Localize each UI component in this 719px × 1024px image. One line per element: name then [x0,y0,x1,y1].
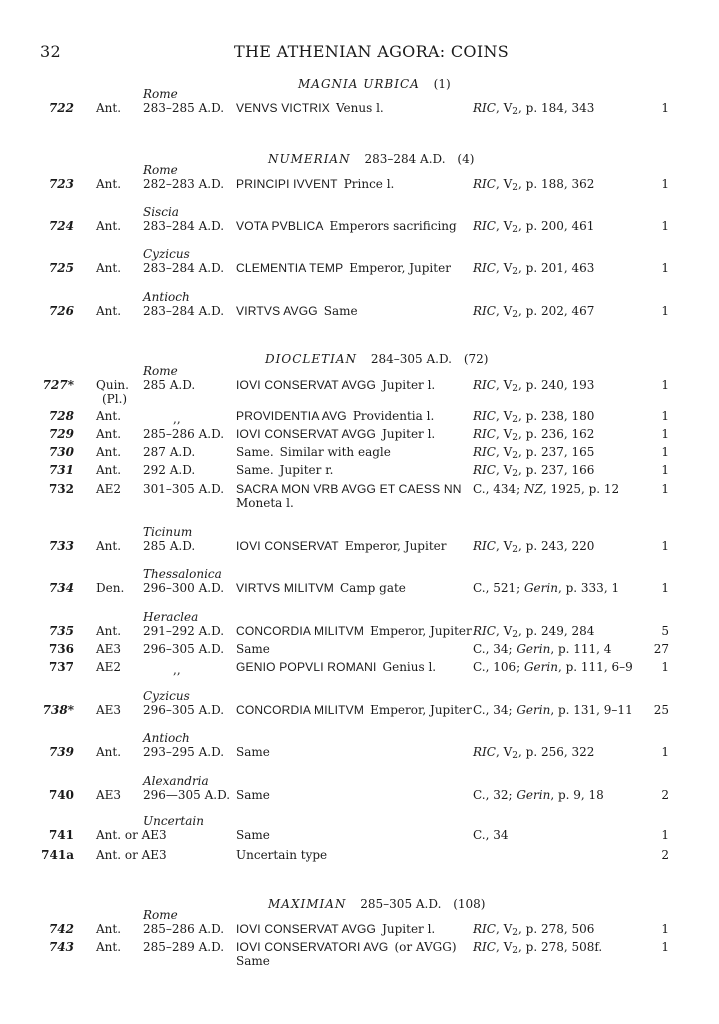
catalogue-number: 722 [48,101,74,115]
reverse-legend: IOVI CONSERVAT AVGG [236,378,377,392]
denomination: AE2 [96,482,122,496]
section-title [298,78,451,91]
specimen-count: 1 [661,539,669,553]
type-description: Jupiter l. [382,378,436,392]
specimen-count: 1 [661,660,669,674]
type-description: Providentia l. [352,409,435,423]
coin-type [236,305,358,318]
specimen-count: 2 [661,788,669,802]
coin-type [236,220,457,233]
reverse-legend: Same [236,828,270,842]
ruler-count: (72) [463,352,489,366]
reference: C., 434; NZ, 1925, p. 12 [473,482,620,496]
reference: RIC, $V_2$, p. 202, 467 [473,304,595,320]
date-range: 301–305 A.D. [143,482,225,496]
specimen-count: 1 [661,177,669,191]
denomination: Ant. [96,304,122,318]
catalogue-number: 723 [48,177,74,191]
coin-type [236,643,270,656]
coin-type [236,582,406,595]
mint-name: Rome [143,908,178,922]
mint-name: Rome [143,163,178,177]
coin-type [236,829,270,842]
specimen-count: 1 [661,427,669,441]
reference: C., 34; Gerin, p. 131, 9–11 [473,703,633,717]
type-description: Same [323,304,358,318]
catalogue-number: 730 [48,445,74,459]
reference: C., 521; Gerin, p. 333, 1 [473,581,620,595]
type-description: Jupiter l. [382,427,436,441]
page-title: THE ATHENIAN AGORA: COINS [234,42,510,61]
catalogue-number: 741a [41,848,74,862]
reverse-legend: Same [236,788,270,802]
reverse-legend: SACRA MON VRB AVGG ET CAESS NN [236,482,462,496]
specimen-count: 1 [661,409,669,423]
catalogue-number: 736 [48,642,74,656]
coin-type [236,923,435,936]
reverse-legend: Same [236,745,270,759]
catalogue-number: 724 [48,219,74,233]
reverse-legend: CONCORDIA MILITVM [236,624,365,638]
denomination: Ant. [96,922,122,936]
reference: RIC, $V_2$, p. 238, 180 [473,409,595,425]
reverse-legend: IOVI CONSERVATORI AVG [236,940,389,954]
date-range: 293–295 A.D. [143,745,225,759]
date-range: 283–285 A.D. [143,101,225,115]
catalogue-number: 740 [48,788,74,802]
catalogue-number: 726 [48,304,74,318]
date-range: 283–284 A.D. [143,261,225,275]
date-range: 291–292 A.D. [143,624,225,638]
type-description: Jupiter r. [279,463,334,477]
date-range: ,, [173,663,181,677]
reference: C., 106; Gerin, p. 111, 6–9 [473,660,633,674]
reference: C., 32; Gerin, p. 9, 18 [473,788,604,802]
coin-type [236,789,270,802]
denomination: Ant. [96,409,122,423]
mint-name: Cyzicus [143,689,190,703]
coin-type [236,941,457,954]
date-range: 282–283 A.D. [143,177,225,191]
coin-type [236,178,394,191]
specimen-count: 1 [661,940,669,954]
coin-type [236,746,270,759]
coin-type [236,464,333,477]
denomination: AE2 [96,660,122,674]
reverse-legend: IOVI CONSERVAT AVGG [236,427,377,441]
reverse-legend: VIRTVS MILITVM [236,581,334,595]
catalogue-number: 731 [48,463,74,477]
coin-type [236,102,384,115]
section-title [268,153,474,166]
mint-name: Thessalonica [143,567,222,581]
type-description: Emperor, Jupiter [370,703,472,717]
catalogue-number: 727* [42,378,74,392]
reference: RIC, $V_2$, p. 188, 362 [473,177,595,193]
denomination: Ant. [96,445,122,459]
denomination-note: (Pl.) [102,392,128,406]
type-description: Jupiter l. [382,922,436,936]
coin-type [236,661,436,674]
date-range: 296–305 A.D. [143,642,225,656]
date-range: 285 A.D. [143,539,196,553]
reference: RIC, $V_2$, p. 243, 220 [473,539,595,555]
reverse-legend: Same. [236,463,274,477]
mint-name: Antioch [143,290,190,304]
denomination: Ant. [96,177,122,191]
denomination: Ant. [96,745,122,759]
section-title [268,898,486,911]
catalogue-number: 734 [48,581,74,595]
date-range: 285–286 A.D. [143,427,225,441]
ruler-count: (108) [453,897,486,911]
mint-name: Antioch [143,731,190,745]
ruler-dates: 285–305 A.D. [360,897,442,911]
catalogue-number: 729 [48,427,74,441]
coin-type [236,379,435,392]
specimen-count: 1 [661,304,669,318]
mint-name: Alexandria [143,774,209,788]
reference: RIC, $V_2$, p. 278, 506 [473,922,595,938]
type-description: Venus l. [335,101,384,115]
reverse-legend: VIRTVS AVGG [236,304,318,318]
coin-type [236,704,472,717]
reverse-legend: PRINCIPI IVVENT [236,177,338,191]
catalogue-number: 733 [48,539,74,553]
date-range: 292 A.D. [143,463,196,477]
mint-name: Uncertain [143,814,204,828]
specimen-count: 1 [661,219,669,233]
coin-type [236,625,472,638]
reverse-legend: IOVI CONSERVAT [236,539,339,553]
reference: RIC, $V_2$, p. 240, 193 [473,378,595,394]
date-range: 296–300 A.D. [143,581,225,595]
date-range: 296—305 A.D. [143,788,231,802]
ruler-count: (4) [457,152,475,166]
reverse-legend: PROVIDENTIA AVG [236,409,347,423]
catalogue-number: 725 [48,261,74,275]
date-range: 285–289 A.D. [143,940,225,954]
coin-type [236,446,391,459]
mint-name: Rome [143,87,178,101]
specimen-count: 1 [661,745,669,759]
section-title [265,353,488,366]
specimen-count: 1 [661,463,669,477]
specimen-count: 1 [661,581,669,595]
denomination: AE3 [96,642,122,656]
reverse-legend: Uncertain type [236,848,328,862]
coin-type [236,483,462,496]
date-range: 285–286 A.D. [143,922,225,936]
ruler-dates: 284–305 A.D. [370,352,452,366]
date-range: ,, [173,412,181,426]
denomination: Quin. [96,378,129,392]
reference: RIC, $V_2$, p. 278, 508f. [473,940,603,956]
reverse-legend: VENVS VICTRIX [236,101,330,115]
type-description: Same [236,954,270,968]
denomination: Ant. [96,427,122,441]
coin-type [236,849,327,862]
reverse-legend: IOVI CONSERVAT AVGG [236,922,377,936]
catalogue-number: 735 [48,624,74,638]
denomination: Ant. [96,261,122,275]
specimen-count: 1 [661,261,669,275]
ruler-count: (1) [433,77,451,91]
denomination: Ant. [96,219,122,233]
denomination: Ant. or AE3 [96,828,167,842]
reference: RIC, $V_2$, p. 201, 463 [473,261,595,277]
mint-name: Ticinum [143,525,193,539]
reference: RIC, $V_2$, p. 237, 165 [473,445,595,461]
denomination: Ant. or AE3 [96,848,167,862]
reference: RIC, $V_2$, p. 249, 284 [473,624,595,640]
specimen-count: 1 [661,922,669,936]
reference: RIC, $V_2$, p. 200, 461 [473,219,595,235]
mint-name: Siscia [143,205,179,219]
type-description: Emperors sacrificing [329,219,457,233]
reference: C., 34; Gerin, p. 111, 4 [473,642,612,656]
type-description: Similar with eagle [279,445,391,459]
coin-type [236,540,446,553]
mint-name: Cyzicus [143,247,190,261]
ruler-dates: 283–284 A.D. [364,152,446,166]
ruler-name: MAXIMIAN [268,897,347,911]
type-description: Emperor, Jupiter [370,624,472,638]
reverse-legend: Same [236,642,270,656]
date-range: 287 A.D. [143,445,196,459]
coin-type [236,410,434,423]
ruler-name: MAGNIA URBICA [298,77,420,91]
denomination: Ant. [96,940,122,954]
date-range: 283–284 A.D. [143,304,225,318]
specimen-count: 5 [661,624,669,638]
type-description: Camp gate [339,581,406,595]
date-range: 285 A.D. [143,378,196,392]
denomination: Ant. [96,624,122,638]
catalogue-number: 737 [48,660,74,674]
type-description: Prince l. [343,177,395,191]
type-description: Emperor, Jupiter [344,539,447,553]
catalogue-number: 738* [42,703,74,717]
specimen-count: 27 [653,642,669,656]
denomination: AE3 [96,703,122,717]
denomination: Ant. [96,101,122,115]
ruler-name: NUMERIAN [268,152,351,166]
specimen-count: 1 [661,101,669,115]
specimen-count: 1 [661,378,669,392]
mint-name: Rome [143,364,178,378]
reference: RIC, $V_2$, p. 256, 322 [473,745,595,761]
specimen-count: 1 [661,445,669,459]
reverse-legend: Same. [236,445,274,459]
type-description: (or AVGG) [394,940,457,954]
catalogue-number: 742 [48,922,74,936]
mint-name: Heraclea [143,610,199,624]
specimen-count: 2 [661,848,669,862]
type-description: Moneta l. [236,496,294,510]
coin-type [236,428,435,441]
denomination: Ant. [96,463,122,477]
ruler-name: DIOCLETIAN [265,352,358,366]
reverse-legend: CLEMENTIA TEMP [236,261,344,275]
reference: C., 34 [473,828,509,842]
specimen-count: 1 [661,828,669,842]
catalogue-number: 739 [48,745,74,759]
denomination: AE3 [96,788,122,802]
type-description: Genius l. [382,660,437,674]
catalogue-number: 728 [48,409,74,423]
specimen-count: 25 [653,703,669,717]
reference: RIC, $V_2$, p. 237, 166 [473,463,595,479]
reverse-legend: CONCORDIA MILITVM [236,703,365,717]
type-description: Emperor, Jupiter [349,261,451,275]
reference: RIC, $V_2$, p. 236, 162 [473,427,595,443]
catalogue-number: 741 [48,828,74,842]
date-range: 296–305 A.D. [143,703,225,717]
reverse-legend: VOTA PVBLICA [236,219,324,233]
page-number: 32 [40,42,61,61]
catalogue-number: 732 [48,482,74,496]
reference: RIC, $V_2$, p. 184, 343 [473,101,595,117]
date-range: 283–284 A.D. [143,219,225,233]
denomination: Ant. [96,539,122,553]
denomination: Den. [96,581,125,595]
specimen-count: 1 [661,482,669,496]
reverse-legend: GENIO POPVLI ROMANI [236,660,377,674]
coin-type [236,262,451,275]
catalogue-number: 743 [48,940,74,954]
